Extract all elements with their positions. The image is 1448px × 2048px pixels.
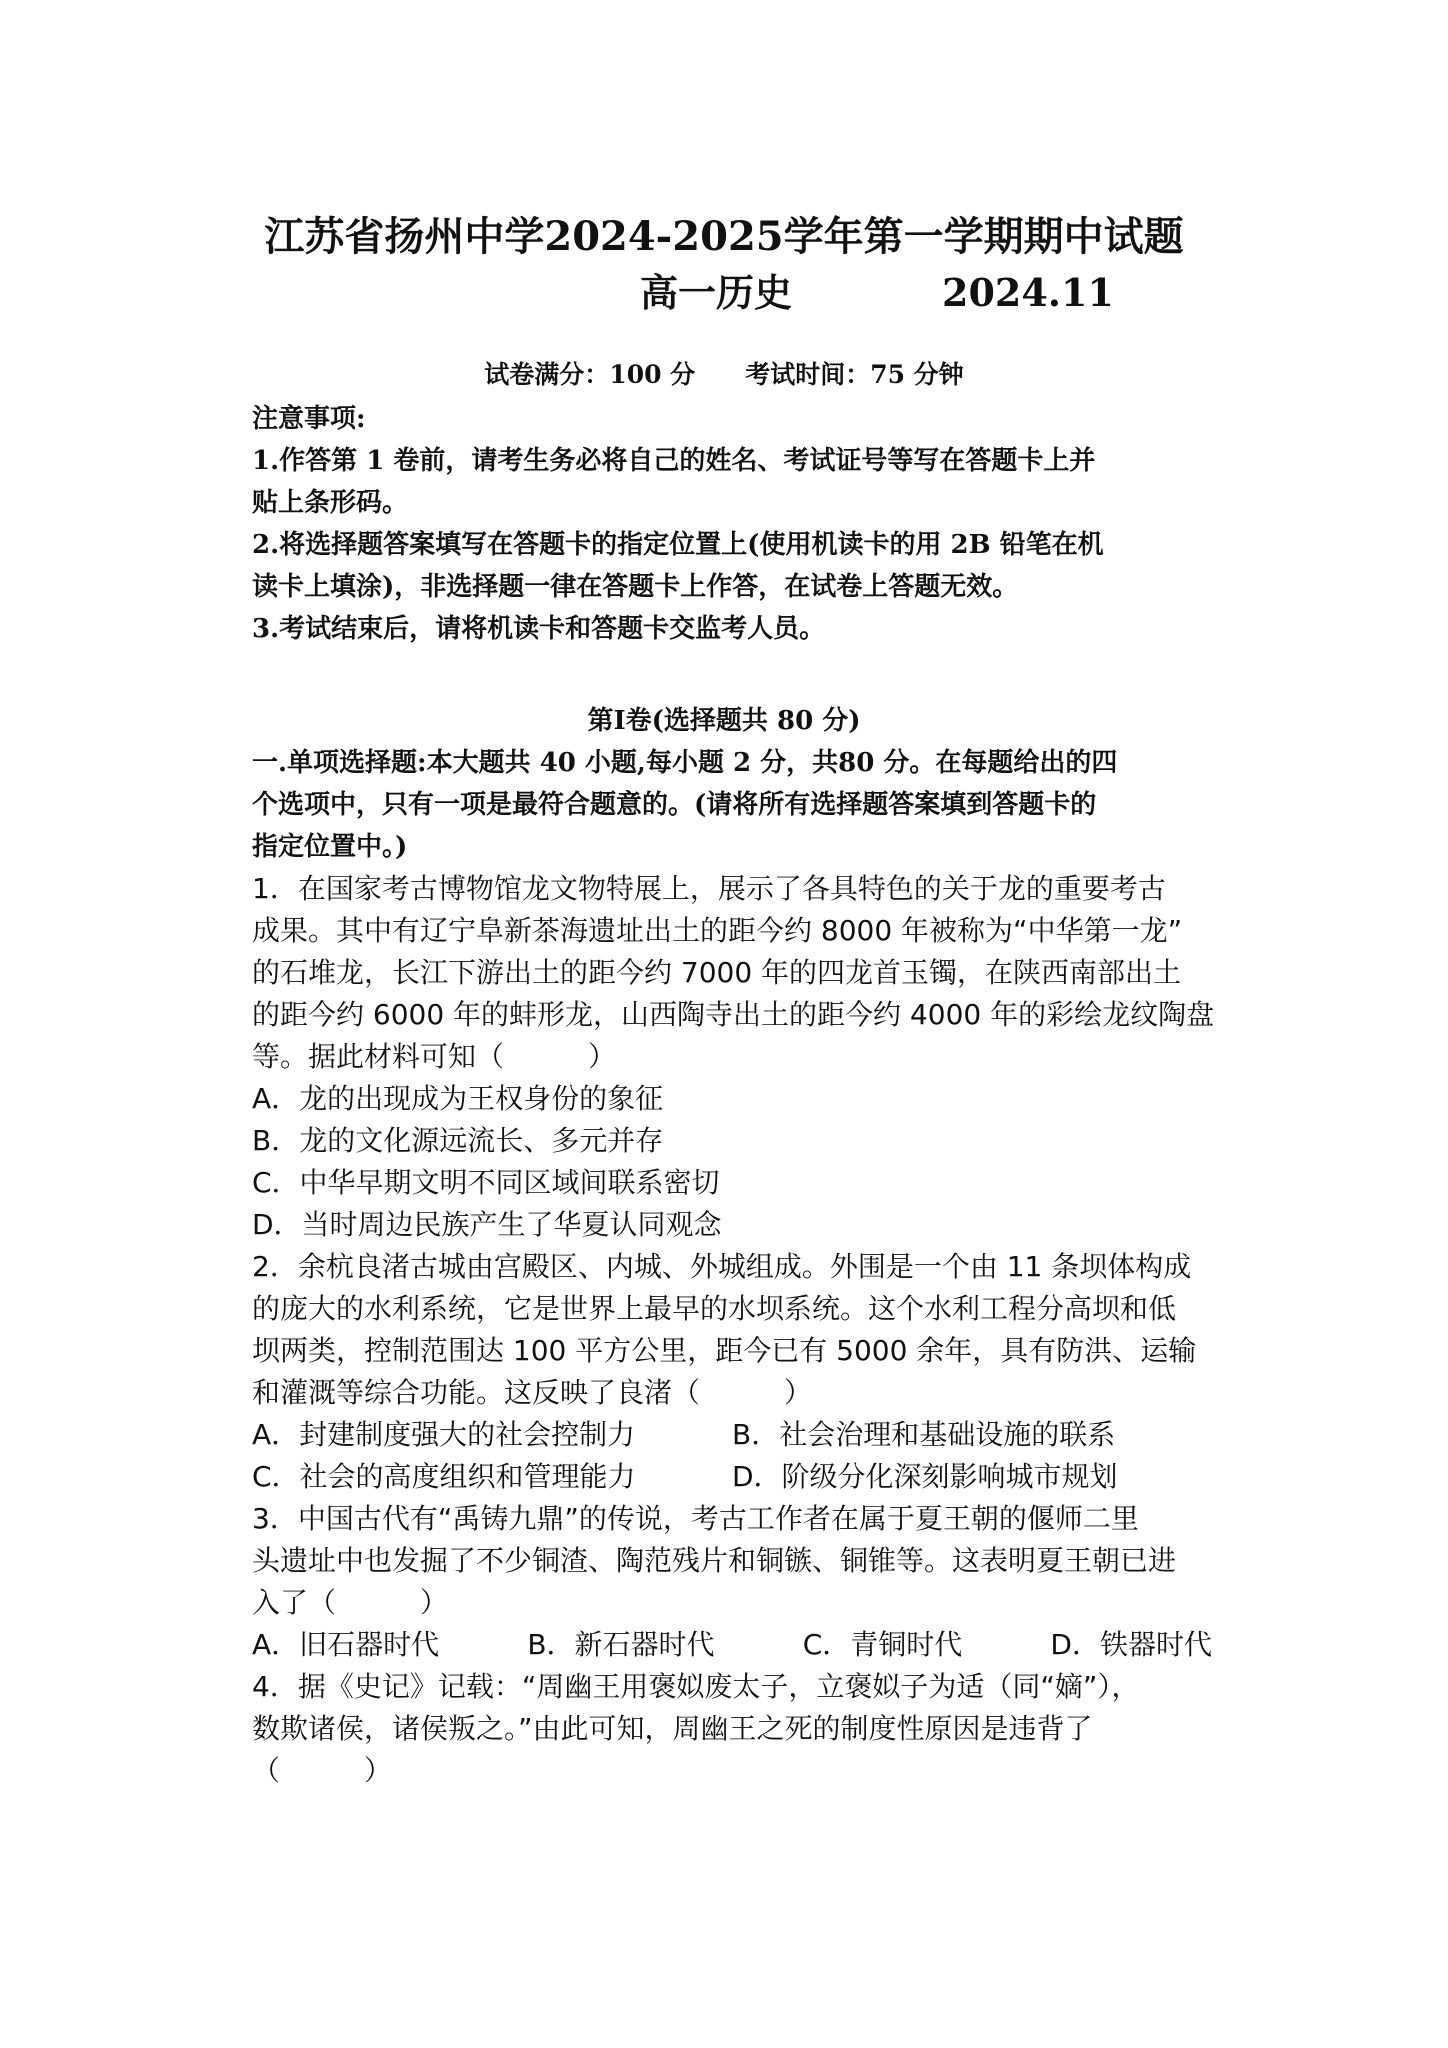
option-c: C．青铜时代 <box>802 1628 963 1661</box>
notes-line: 2.将选择题答案填写在答题卡的指定位置上(使用机读卡的用 2B 铅笔在机 <box>252 530 1104 560</box>
section-title: 第Ⅰ卷(选择题共 80 分) <box>587 706 861 736</box>
instruction-line: 一.单项选择题:本大题共 40 小题,每小题 2 分，共80 分。在每题给出的四 <box>252 748 1118 778</box>
notes-line: 读卡上填涂)，非选择题一律在答题卡上作答，在试卷上答题无效。 <box>252 572 1019 602</box>
option-a: A．龙的出现成为王权身份的象征 <box>252 1082 664 1115</box>
question-text-line: 成果。其中有辽宁阜新茶海遗址出土的距今约 8000 年被称为“中华第一龙” <box>252 914 1183 947</box>
subject-label: 高一历史 <box>640 270 793 315</box>
notes-line: 3.考试结束后，请将机读卡和答题卡交监考人员。 <box>252 614 826 644</box>
option-a: A．旧石器时代 <box>252 1628 440 1661</box>
notes-section <box>252 398 1212 650</box>
question-text-line: 2．余杭良渚古城由宫殿区、内城、外城组成。外围是一个由 11 条坝体构成 <box>252 1250 1192 1283</box>
exam-subtitle <box>640 262 1140 317</box>
instruction-line: 指定位置中。) <box>252 832 408 862</box>
question-text-line: 坝两类，控制范围达 100 平方公里，距今已有 5000 余年，具有防洪、运输 <box>252 1334 1197 1367</box>
question-text-line: 1．在国家考古博物馆龙文物特展上，展示了各具特色的关于龙的重要考古 <box>252 872 1166 905</box>
question-text-line: 头遗址中也发掘了不少铜渣、陶范残片和铜镞、铜锥等。这表明夏王朝已进 <box>252 1544 1177 1577</box>
option-c: C．社会的高度组织和管理能力 <box>252 1460 636 1493</box>
question-4 <box>252 1666 1212 1792</box>
question-text-line: 和灌溉等综合功能。这反映了良渚（ ） <box>252 1376 813 1409</box>
question-2 <box>252 1246 1212 1498</box>
question-list <box>252 868 1215 1792</box>
options-row <box>252 1456 1212 1498</box>
option-b: B．社会治理和基础设施的联系 <box>732 1418 1116 1451</box>
question-text-line: 等。据此材料可知（ ） <box>252 1040 617 1073</box>
option-d: D．当时周边民族产生了华夏认同观念 <box>252 1208 722 1241</box>
section-instruction <box>252 742 1212 868</box>
question-text-line: 数欺诸侯，诸侯叛之。”由此可知，周幽王之死的制度性原因是违背了 <box>252 1712 1093 1745</box>
notes-line: 贴上条形码。 <box>252 488 409 518</box>
question-text-line: （ ） <box>252 1754 393 1787</box>
exam-title: 江苏省扬州中学2024-2025学年第一学期期中试题 <box>264 213 1184 260</box>
option-a: A．封建制度强大的社会控制力 <box>252 1418 636 1451</box>
option-d: D．阶级分化深刻影响城市规划 <box>732 1460 1118 1493</box>
option-c: C．中华早期文明不同区域间联系密切 <box>252 1166 720 1199</box>
question-text-line: 的庞大的水利系统，它是世界上最早的水坝系统。这个水利工程分高坝和低 <box>252 1292 1177 1325</box>
option-d: D．铁器时代 <box>1050 1628 1212 1661</box>
options-row <box>252 1414 1212 1456</box>
question-text-line: 4．据《史记》记载：“周幽王用褒姒废太子，立褒姒子为适（同“嫡”）， <box>252 1670 1140 1703</box>
full-score: 试卷满分：100 分 <box>484 360 696 389</box>
notes-heading: 注意事项: <box>252 404 366 434</box>
instruction-line: 个选项中，只有一项是最符合题意的。(请将所有选择题答案填到答题卡的 <box>252 790 1097 820</box>
question-1 <box>252 868 1215 1246</box>
exam-meta <box>0 355 1448 391</box>
notes-line: 1.作答第 1 卷前，请考生务必将自己的姓名、考试证号等写在答题卡上并 <box>252 446 1096 476</box>
question-text-line: 入了（ ） <box>252 1586 449 1619</box>
question-3 <box>252 1498 1212 1666</box>
exam-date: 2024.11 <box>942 270 1114 315</box>
exam-duration: 考试时间：75 分钟 <box>745 360 964 389</box>
question-text-line: 的距今约 6000 年的蚌形龙，山西陶寺出土的距今约 4000 年的彩绘龙纹陶盘 <box>252 998 1215 1031</box>
option-b: B．新石器时代 <box>527 1628 715 1661</box>
question-text-line: 3．中国古代有“禹铸九鼎”的传说，考古工作者在属于夏王朝的偃师二里 <box>252 1502 1139 1535</box>
question-text-line: 的石堆龙，长江下游出土的距今约 7000 年的四龙首玉镯，在陕西南部出土 <box>252 956 1182 989</box>
options-row <box>252 1624 1212 1666</box>
option-b: B．龙的文化源远流长、多元并存 <box>252 1124 664 1157</box>
